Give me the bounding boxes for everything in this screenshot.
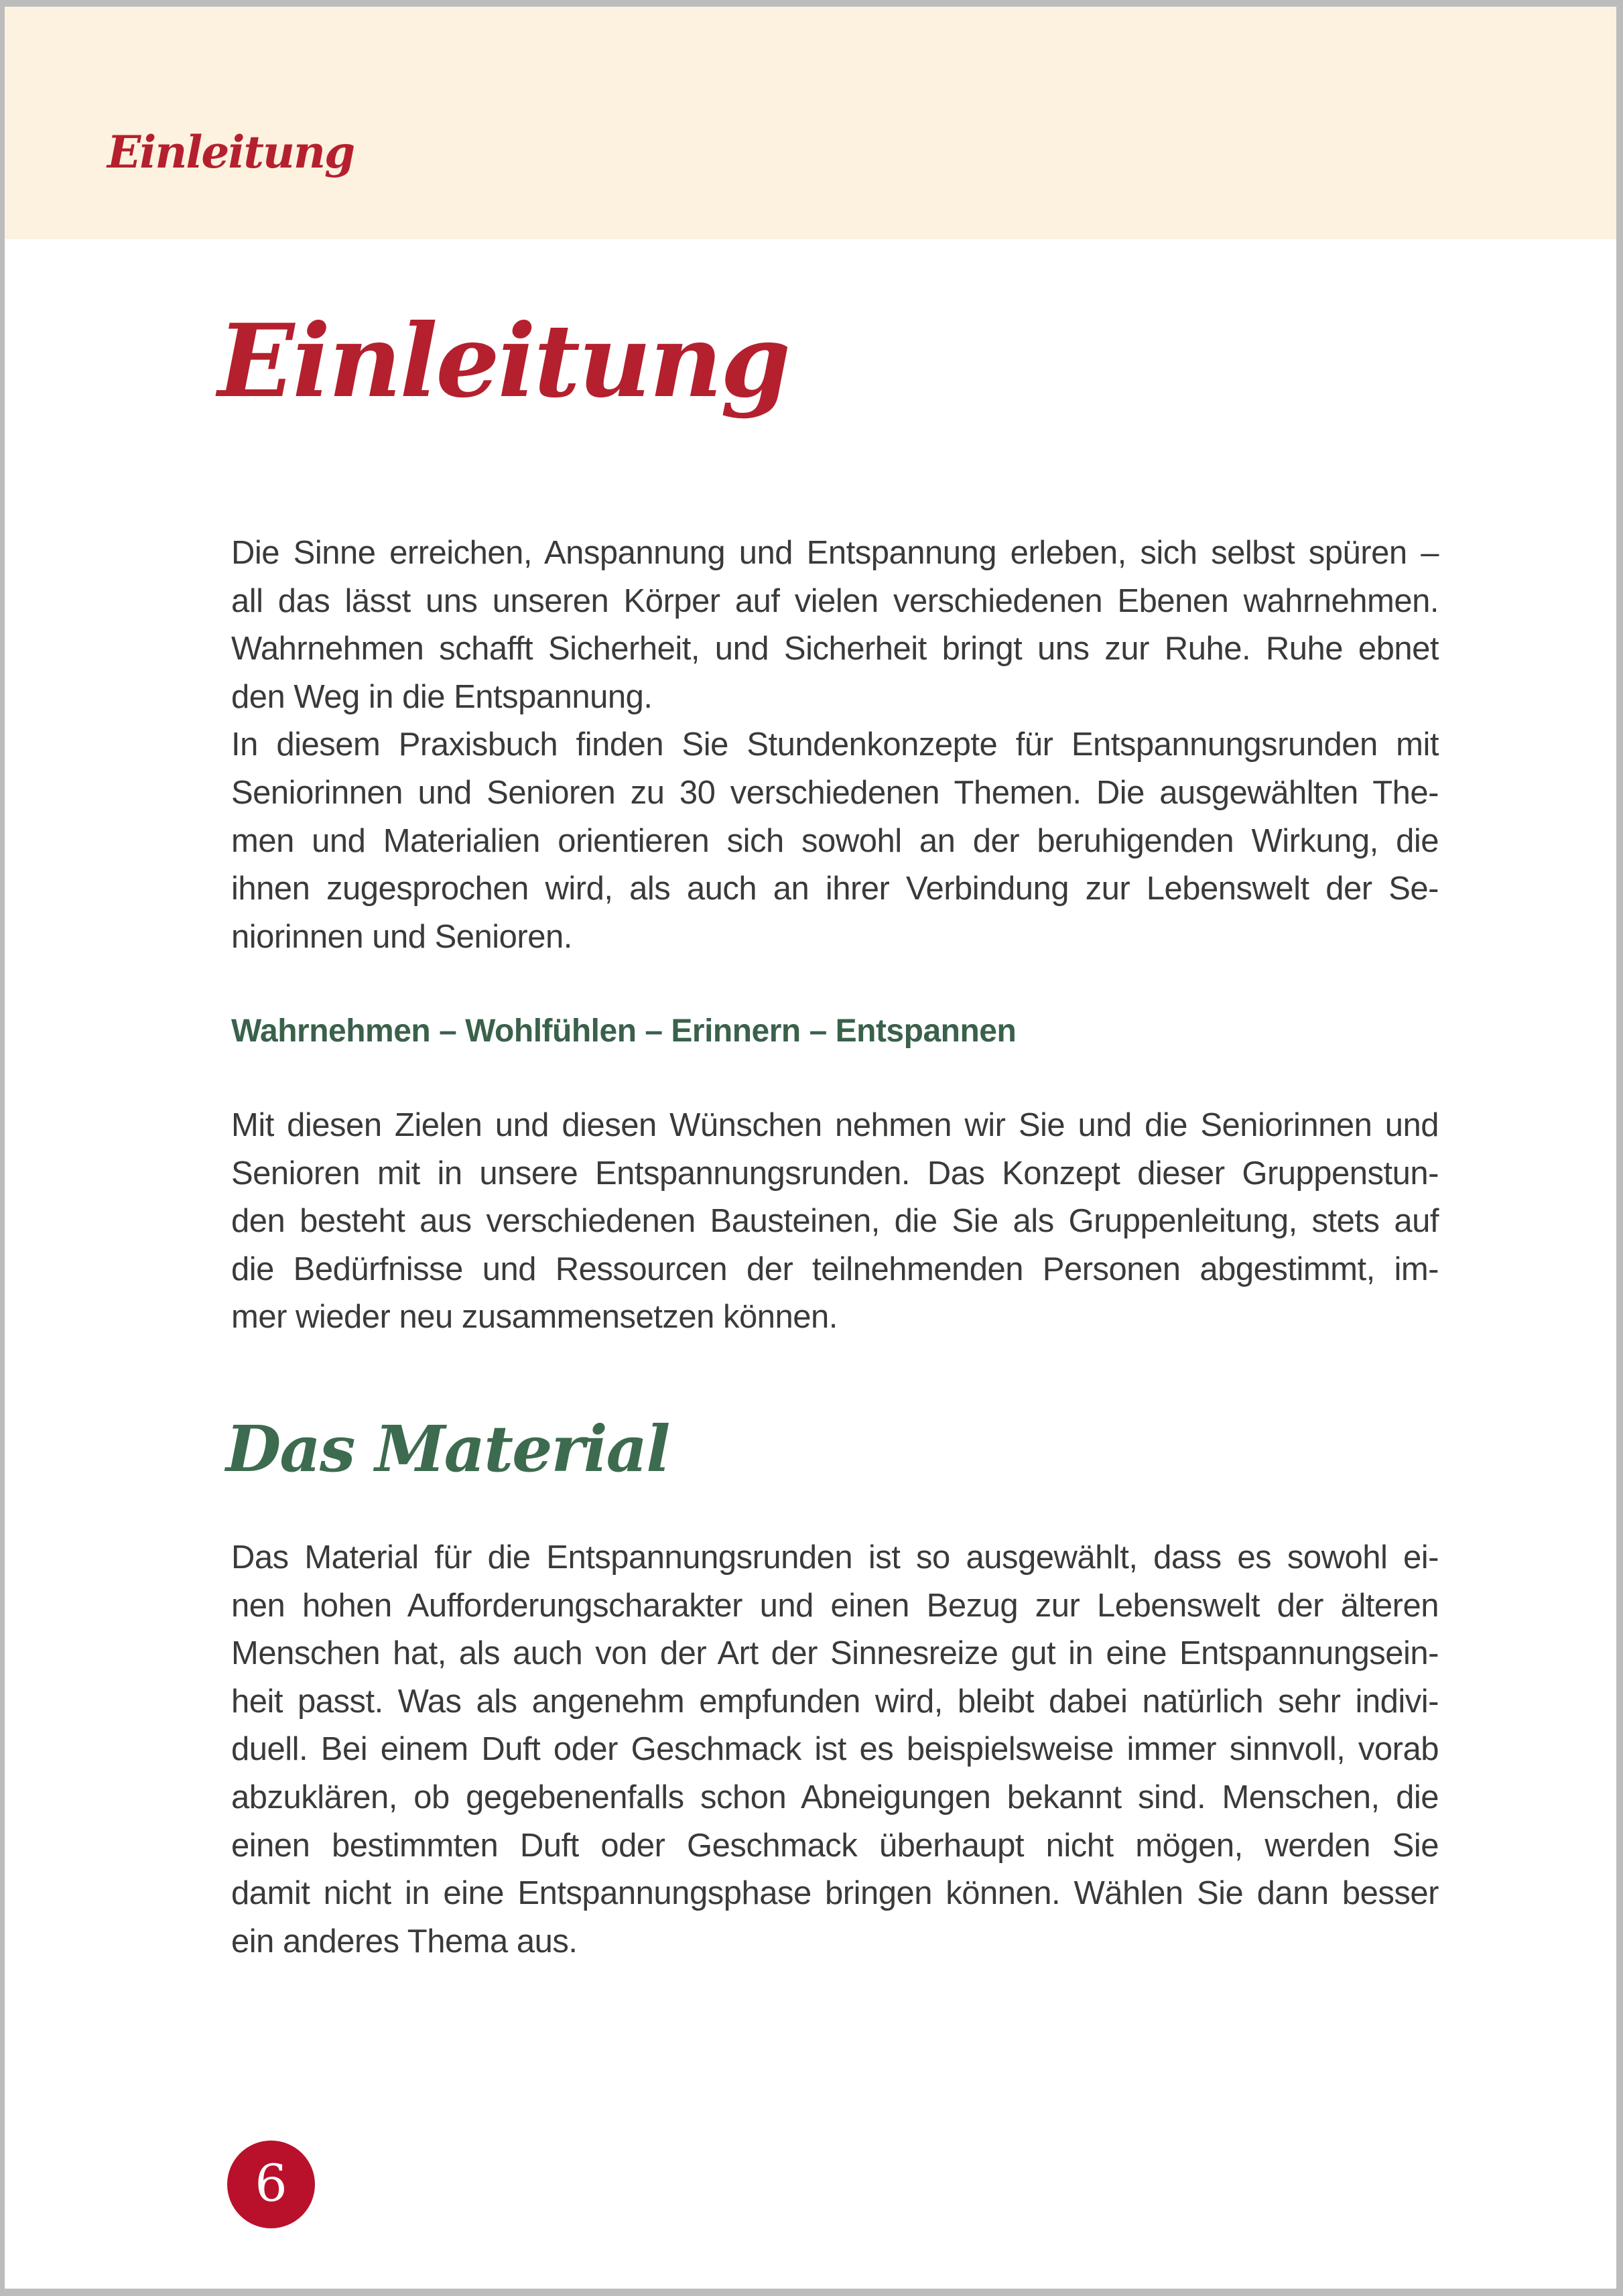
text-line: Seniorinnen und Senioren zu 30 verschiedenen Themen. Die ausgewählten The- [231, 774, 1439, 811]
text-line: men und Materialien orientieren sich sowohl an der beruhigenden Wirkung, die [231, 822, 1439, 859]
text-line: Menschen hat, als auch von der Art der Sinnesreize gut in eine Entspannungsein- [231, 1635, 1439, 1672]
text-line: abzuklären, ob gegebenenfalls schon Abneigungen bekannt sind. Menschen, die [231, 1779, 1439, 1815]
material-section-heading: Das Material [226, 1412, 669, 1486]
page-number-badge [227, 2141, 315, 2228]
material-paragraph-block [231, 1534, 1439, 1966]
text-line: nen hohen Aufforderungscharakter und einen Bezug zur Lebenswelt der älteren [231, 1587, 1439, 1624]
text-line: Senioren mit in unsere Entspannungsrunden. Das Konzept dieser Gruppenstun- [231, 1155, 1439, 1192]
text-line: all das lässt uns unseren Körper auf vielen verschiedenen Ebenen wahrnehmen. [231, 582, 1439, 619]
running-header: Einleitung [107, 126, 354, 178]
book-page [5, 7, 1616, 2289]
text-line: Mit diesen Zielen und diesen Wünschen nehmen wir Sie und die Seniorinnen und [231, 1107, 1439, 1143]
goals-subhead: Wahrnehmen – Wohlfühlen – Erinnern – Entspannen [231, 1013, 1017, 1049]
text-line: duell. Bei einem Duft oder Geschmack ist es beispielsweise immer sinnvoll, vorab [231, 1731, 1439, 1768]
text-line: Das Material für die Entspannungsrunden ist so ausgewählt, dass es sowohl ei- [231, 1539, 1439, 1576]
text-line: In diesem Praxisbuch finden Sie Stundenkonzepte für Entspannungsrunden mit [231, 726, 1439, 763]
intro-paragraph-block [231, 529, 1439, 961]
text-line: niorinnen und Senioren. [231, 918, 572, 955]
page-number: 6 [255, 2153, 287, 2213]
text-line: mer wieder neu zusammensetzen können. [231, 1299, 838, 1336]
text-line: Wahrnehmen schafft Sicherheit, und Sicherheit bringt uns zur Ruhe. Ruhe ebnet [231, 631, 1439, 667]
header-band [5, 7, 1616, 239]
chapter-title: Einleitung [218, 302, 789, 420]
goals-paragraph-block [231, 1102, 1439, 1342]
text-line: damit nicht in eine Entspannungsphase bringen können. Wählen Sie dann besser [231, 1875, 1439, 1912]
text-line: Die Sinne erreichen, Anspannung und Entspannung erleben, sich selbst spüren – [231, 535, 1439, 571]
text-line: heit passt. Was als angenehm empfunden wird, bleibt dabei natürlich sehr indivi- [231, 1683, 1439, 1720]
text-line: den Weg in die Entspannung. [231, 678, 653, 715]
text-line: den besteht aus verschiedenen Bausteinen, die Sie als Gruppenleitung, stets auf [231, 1203, 1439, 1240]
text-line: ein anderes Thema aus. [231, 1923, 578, 1960]
text-line: einen bestimmten Duft oder Geschmack überhaupt nicht mögen, werden Sie [231, 1827, 1439, 1864]
text-line: ihnen zugesprochen wird, als auch an ihrer Verbindung zur Lebenswelt der Se- [231, 871, 1439, 907]
text-line: die Bedürfnisse und Ressourcen der teilnehmenden Personen abgestimmt, im- [231, 1251, 1439, 1287]
